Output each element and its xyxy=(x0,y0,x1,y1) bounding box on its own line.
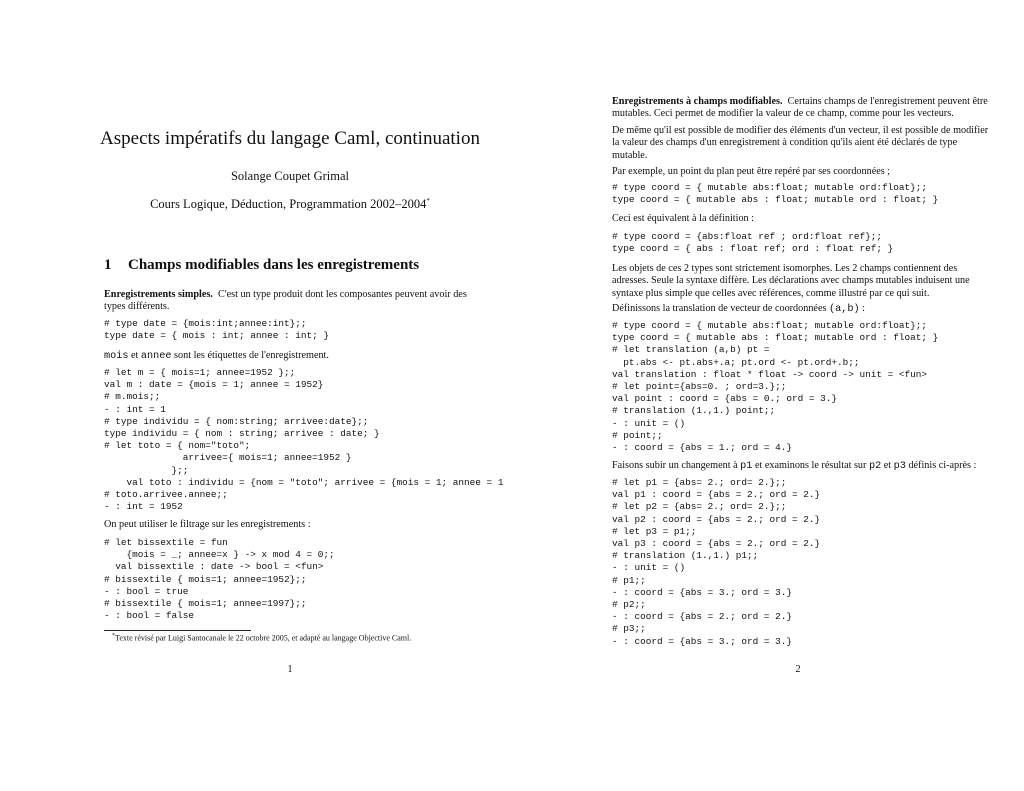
course-name: Cours Logique, Déduction, Programmation 2002–2004 xyxy=(150,197,427,212)
simple-records-text: C'est un type produit dont les composantes peuvent avoir des types différents. xyxy=(104,289,467,313)
mutable-records-paragraph xyxy=(612,96,994,121)
author: Solange Coupet Grimal xyxy=(230,169,350,183)
page-number: 2 xyxy=(795,664,801,675)
translation-coords: (a,b) xyxy=(828,304,860,315)
vector-analogy-paragraph: De même qu'il est possible de modifier des éléments d'un vecteur, il est possible de modifier la valeur des champs d'un enregistrement à condition qu'ils aient été déclarés de type mutable. xyxy=(612,125,989,161)
code-block-bissextile: # let bissextile = fun {mois = _; annee=x } -> x mod 4 = 0;; val bissextile : date -> bool = <fun> # bissextile { mois=1; annee=1952};; - : bool = true # bissextile { mois=1; annee=1997};; - : bool = false xyxy=(104,537,335,622)
section-number: 1 xyxy=(104,257,112,273)
code-block-ref-coord: # type coord = {abs:float ref ; ord:float ref};; type coord = { abs : float ref; ord : float ref; } xyxy=(612,231,894,255)
code-block-mutable-coord: # type coord = { mutable abs:float; mutable ord:float};; type coord = { mutable abs : float; mutable ord : float; } xyxy=(612,182,939,206)
code-block-date-type: # type date = {mois:int;annee:int};; type date = { mois : int; annee : int; } xyxy=(104,318,330,342)
mutable-records-heading: Enregistrements à champs modifiables. xyxy=(612,96,783,107)
section-title: Champs modifiables dans les enregistrements xyxy=(128,257,420,273)
simple-records-paragraph xyxy=(104,289,478,314)
footnote-marker: * xyxy=(426,197,430,205)
change-text-d: définis ci-après : xyxy=(908,460,977,471)
course-line xyxy=(60,197,520,212)
code-block-records: # let m = { mois=1; annee=1952 };; val m : date = {mois = 1; annee = 1952} # m.mois;; - : int = 1 # type individu = { nom:string; arrivee:date};; type individu = { nom : string; arrivee : date; } # let toto = { nom="toto"; arrivee={ mois=1; annee=1952 } };; val toto : individu = {nom = "toto"; arrivee = {mois = 1; annee = 1 # toto.arrivee.annee;; - : int = 1952 xyxy=(104,367,504,513)
change-text-a: Faisons subir un changement à xyxy=(612,460,738,471)
change-p1: p1 xyxy=(740,461,753,472)
translation-colon: : xyxy=(862,303,865,314)
footnote xyxy=(112,633,411,643)
labels-paragraph xyxy=(104,350,484,363)
equivalence-paragraph: Ceci est équivalent à la définition : xyxy=(612,213,755,224)
change-p2: p2 xyxy=(868,461,882,472)
labels-text: sont les étiquettes de l'enregistrement. xyxy=(174,350,329,361)
footnote-text: Texte révisé par Luigi Santocanale le 22 octobre 2005, et adapté au langage Objective Caml. xyxy=(115,633,412,643)
translation-text: Définissons la translation de vecteur de coordonnées xyxy=(612,303,827,314)
label-mois: mois xyxy=(104,351,129,362)
mutable-records-text: Certains champs de l'enregistrement peuvent être mutables. Ceci permet de modifier la valeur de ce champ, comme pour les vecteurs. xyxy=(612,96,988,120)
section-heading xyxy=(104,257,419,274)
isomorphism-paragraph: Les objets de ces 2 types sont strictement isomorphes. Les 2 champs contiennent des adresses. Seule la syntaxe diffère. Les déclarations avec champs mutables induisent une syntaxe plus simple que celles avec références, comme illustré par ce qui suit. xyxy=(612,263,970,299)
change-text-c: et xyxy=(883,460,892,471)
page-2 xyxy=(512,0,1024,791)
simple-records-heading: Enregistrements simples. xyxy=(104,289,213,300)
label-annee: annee xyxy=(140,351,172,362)
change-text-b: et examinons le résultat sur xyxy=(754,460,867,471)
labels-and: et xyxy=(131,350,139,361)
page-number: 1 xyxy=(287,664,293,675)
footnote-rule xyxy=(104,630,251,631)
change-p3: p3 xyxy=(893,461,906,472)
change-paragraph xyxy=(612,460,1002,473)
filter-paragraph: On peut utiliser le filtrage sur les enregistrements : xyxy=(104,519,311,530)
translation-paragraph xyxy=(612,303,994,316)
document-title: Aspects impératifs du langage Caml, continuation xyxy=(100,128,480,149)
code-block-p1-p2-p3: # let p1 = {abs= 2.; ord= 2.};; val p1 : coord = {abs = 2.; ord = 2.} # let p2 = {abs= 2.; ord= 2.};; val p2 : coord = {abs = 2.; ord = 2.} # let p3 = p1;; val p3 : coord = {abs = 2.; ord = 2.} # translation (1.,1.) p1;; - : unit = () # p1;; - : coord = {abs = 3.; ord = 3.} # p2;; - : coord = {abs = 2.; ord = 2.} # p3;; - : coord = {abs = 3.; ord = 3.} xyxy=(612,477,821,647)
code-block-translation: # type coord = { mutable abs:float; mutable ord:float};; type coord = { mutable abs : float; mutable ord : float; } # let translation (a,b) pt = pt.abs <- pt.abs+.a; pt.ord <- pt.ord+.b;; val translation : float * float -> coord -> unit = <fun> # let point={abs=0. ; ord=3.};; val point : coord = {abs = 0.; ord = 3.} # translation (1.,1.) point;; - : unit = () # point;; - : coord = {abs = 1.; ord = 4.} xyxy=(612,320,939,454)
example-paragraph: Par exemple, un point du plan peut être repéré par ses coordonnées ; xyxy=(612,166,891,177)
footnote-mark: * xyxy=(112,633,115,639)
